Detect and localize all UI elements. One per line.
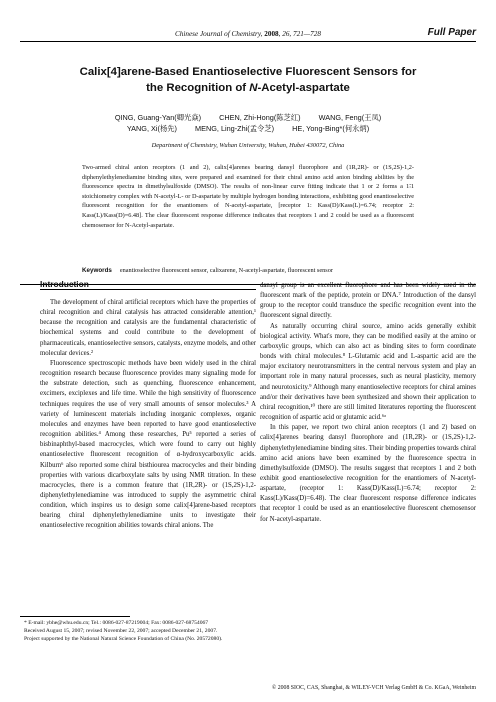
left-column bbox=[40, 298, 256, 532]
keywords bbox=[82, 267, 414, 274]
journal-volume-pages: , 26, 721—728 bbox=[278, 30, 321, 38]
journal-year: 2008 bbox=[264, 30, 279, 38]
heading-rule bbox=[40, 289, 256, 290]
paper-title bbox=[20, 64, 476, 96]
abstract: Two-armed chiral anion receptors (1 and 2), calix[4]arenes bearing dansyl fluorophore and (1R,2R)- or (1S,2S)-1,2-diphenylethylenediamine binding sites, were prepared and examined for their chiral amino acid anion binding abilities by the fluorescence spectra in dimethylsulfoxide (DMSO). The results of non-linear curve fitting indicate that 1 or 2 forms a 1∶1 stoichiometry complex with N-acetyl-L- or D-aspartate by multiple hydrogen bonding interactions, exhibiting good enantioselective fluorescent recognition for the enantiomers of N-acetyl-aspartate, [receptor 1: Kass(D)/Kass(L)=6.74; receptor 2: Kass(L)/Kass(D)=6.48]. The clear fluorescent response difference indicates that receptors 1 and 2 could be used as a fluorescent chemosensor for N-Acetyl-aspartate. bbox=[82, 164, 414, 229]
right-column bbox=[260, 281, 476, 525]
article-type: Full Paper bbox=[427, 27, 476, 38]
affiliation: Department of Chemistry, Wuhan University, Wuhan, Hubei 430072, China bbox=[151, 142, 345, 149]
copyright: © 2008 SIOC, CAS, Shanghai, & WILEY-VCH Verlag GmbH & Co. KGaA, Weinheim bbox=[271, 685, 476, 691]
journal-name: Chinese Journal of Chemistry, bbox=[175, 30, 263, 38]
title-line-2: the Recognition of N-Acetyl-aspartate bbox=[146, 82, 350, 94]
header-rule bbox=[20, 41, 476, 42]
author: QING, Guang-Yan(卿光焱) bbox=[114, 113, 202, 122]
footnote-rule bbox=[20, 616, 130, 617]
title-line-1: Calix[4]arene-Based Enantioselective Fluorescent Sensors for bbox=[79, 66, 417, 78]
footnote-line: Received August 15, 2007; revised November 22, 2007; accepted December 21, 2007. bbox=[24, 628, 218, 634]
journal-citation bbox=[175, 30, 321, 38]
author: MENG, Ling-Zhi(孟令芝) bbox=[195, 124, 275, 133]
footnote bbox=[24, 619, 222, 643]
paragraph: In this paper, we report two chiral anion receptors (1 and 2) based on calix[4]arenes bearing dansyl fluorophore and (1R,2R)- or (1S,2S)-1,2-diphenylethylenediamine binding sites. Their binding properties towards chiral amino acid anions have been examined by the fluorescence spectra in dimethylsulfoxide (DMSO). The results suggest that receptors 1 and 2 both exhibit good enantioselective recognition for the enantiomers of N-acetyl-aspartate, (receptor 1: Kass(D)/Kass(L)=6.74; receptor 2: Kass(L)/Kass(D)=6.48). The clear fluorescent response difference indicates that receptor 1 could be used as an enantioselective fluorescent chemosensor for N-acetyl-aspartate. bbox=[260, 424, 476, 523]
paragraph: The development of chiral artificial receptors which have the properties of chiral recognition and chiral catalysis has attracted considerable attention,¹ because the recognition and catalysis are the fundamental characteristic of biochemical systems and could contribute to the development of pharmaceuticals, enantioselective sensors, catalysts, enzyme models, and other molecular devices.² bbox=[40, 299, 256, 357]
section-heading-introduction: Introduction bbox=[40, 279, 89, 289]
author: YANG, Xi(杨先) bbox=[126, 124, 177, 133]
paragraph: As naturally occurring chiral source, amino acids generally exhibit biological activity. What's more, they can be modified easily at the amino or carboxylic groups, which can also act as binding sites to form coordinate bonds with chiral molecules.⁸ L-Glutamic acid and L-aspartic acid are the major excitatory neurotransmitters in the central nervous system and play an important role in many natural processes, such as neural plasticity, memory and neurotoxicity.⁹ Although many enantioselective receptors for chiral amines and/or their derivatives have been synthesized and shown their application to chiral recognition,¹⁰ there are still limited literatures reporting the fluorescent recognition of aspartic acid or glutamic acid.⁶ᵃ bbox=[260, 322, 476, 422]
footnote-line: Project supported by the National Natural Science Foundation of China (No. 20572080). bbox=[24, 636, 223, 642]
author: HE, Yong-Bing*(何永炳) bbox=[292, 124, 370, 133]
keywords-label: Keywords bbox=[82, 267, 112, 274]
paragraph: Fluorescence spectroscopic methods have been widely used in the chiral recognition research because fluorescence provides many signaling mode for the substrate detection, such as quenching, fluorescence enhancement, excimers, exciplexes and life time. While the high sensitivity of fluorescence techniques requires the use of very small amounts of sensor molecules.³ A variety of luminescent materials including inorganic complexes, organic molecules and enzymes have been reported to have good enantioselective recognition abilities.⁴ Among these researches, Pu⁵ reported a series of bisbinaphthyl-based macrocycles, which were found to carry out highly enantioselective fluorescent recognition of α-hydroxycarboxylic acids. Kilburn⁶ also reported some chiral bisthiourea macrocycles and their binding properties with various dicarboxylate salts by using NMR titration. In these macrocycles, there is a common feature that (1R,2R)- or (1S,2S)-1,2-diphenylethylenediamine was introduced to supply the asymmetric chiral condition, which inspires us to design some calix[4]arene-based receptors bearing chiral diphenylethylenediamine units to investigate their enantioselective recognition abilities towards chiral anions. The bbox=[40, 359, 256, 530]
author-row-1 bbox=[20, 112, 476, 123]
footnote-line: * E-mail: ybhe@whu.edu.cn; Tel.: 0086-027-87219004; Fax: 0086-027-68754067 bbox=[24, 620, 209, 626]
keywords-text: enantioselective fluorescent sensor, calixarene, N-acetyl-aspartate, fluorescent sensor bbox=[119, 267, 333, 274]
author-row-2 bbox=[20, 123, 476, 134]
author: CHEN, Zhi-Hong(陈芝红) bbox=[219, 113, 301, 122]
author: WANG, Feng(王凤) bbox=[318, 113, 382, 122]
paragraph: dansyl group is an excellent fluorophore and has been widely used in the fluorescent mark of the peptide, protein or DNA.⁷ Introduction of the dansyl group to the receptor could transduce the specific recognition event into the fluorescent signal directly. bbox=[260, 282, 476, 320]
author-list bbox=[20, 112, 476, 134]
